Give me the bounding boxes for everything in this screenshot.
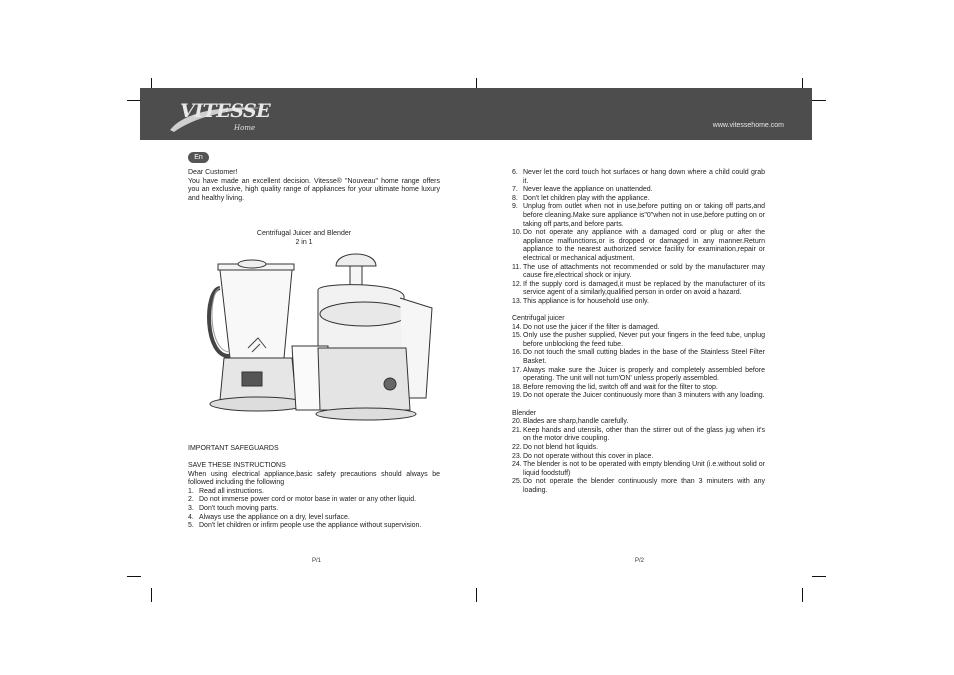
- safeguards-list-section: [188, 462, 440, 531]
- item-number: 15.: [512, 332, 522, 340]
- item-number: 23.: [512, 452, 522, 460]
- crop-mark: [127, 100, 141, 101]
- item-number: 22.: [512, 444, 522, 451]
- juicer-list: [512, 324, 765, 401]
- item-text: Don't touch moving parts.: [199, 504, 279, 512]
- safeguards-list: [188, 488, 440, 531]
- logo-text: VITESSE: [180, 100, 271, 122]
- item-number: 10.: [512, 229, 522, 237]
- list-item: [512, 324, 765, 333]
- item-number: 24.: [512, 461, 522, 469]
- language-badge: En: [188, 152, 209, 163]
- list-item: [512, 461, 765, 478]
- product-caption: [230, 229, 378, 247]
- crop-mark: [812, 100, 826, 101]
- item-number: 13.: [512, 297, 522, 305]
- item-number: 14.: [512, 323, 522, 331]
- crop-mark: [802, 588, 803, 602]
- item-number: 1.: [188, 487, 194, 495]
- blender-list: [512, 418, 765, 495]
- item-text: If the supply cord is damaged,it must be replaced by the manufacturer of its service agent of a similarly,qualified person in order on avoid a hazard.: [523, 280, 765, 297]
- item-text: The use of attachments not recommended or sold by the manufacturer may cause fire,electrical shock or injury.: [523, 263, 765, 280]
- item-text: Never let the cord touch hot surfaces or hang down where a child could grab it.: [523, 169, 765, 185]
- safeguards-continued-list: [512, 169, 765, 307]
- list-item: [512, 195, 765, 204]
- item-number: 9.: [512, 203, 518, 211]
- item-number: 12.: [512, 280, 522, 288]
- item-text: Do not immerse power cord or motor base in water or any other liquid.: [199, 496, 417, 504]
- page-number-left: P/1: [312, 558, 322, 564]
- right-column: [512, 169, 765, 496]
- safeguards-section: [188, 445, 440, 454]
- save-instructions: SAVE THESE INSTRUCTIONS: [188, 462, 286, 469]
- website-link[interactable]: www.vitessehome.com: [712, 122, 784, 129]
- list-item: [188, 522, 440, 531]
- item-text: Read all instructions.: [199, 487, 264, 495]
- list-item: [512, 427, 765, 444]
- item-text: Don't let children play with the appliance.: [523, 194, 650, 202]
- item-text: Unplug from outlet when not in use,before putting on or taking off parts,and before cleaning.Make sure appliance is"0"when not in use,before putting on or taking off parts,and before parts.: [523, 203, 765, 228]
- safeguards-intro: When using electrical appliance,basic safety precautions should always be followed including the following: [188, 470, 440, 487]
- list-item: [512, 298, 765, 307]
- item-number: 21.: [512, 426, 522, 434]
- item-number: 4.: [188, 513, 194, 521]
- item-number: 6.: [512, 169, 518, 176]
- blender-heading: Blender: [512, 409, 537, 417]
- list-item: [512, 367, 765, 384]
- list-item: [512, 349, 765, 366]
- crop-mark: [812, 576, 826, 577]
- item-number: 17.: [512, 366, 522, 374]
- item-text: Before removing the lid, switch off and wait for the filter to stop.: [523, 383, 718, 391]
- item-number: 3.: [188, 504, 194, 512]
- list-item: [512, 186, 765, 195]
- list-item: [512, 203, 765, 229]
- item-number: 20.: [512, 418, 522, 426]
- item-number: 2.: [188, 496, 194, 504]
- item-text: Always make sure the Juicer is properly and completely assembled before operating. The unit will not turn'ON' unless properly assembled.: [523, 366, 765, 383]
- list-item: [512, 332, 765, 349]
- list-item: [512, 418, 765, 427]
- list-item: [512, 392, 765, 401]
- item-number: 7.: [512, 186, 518, 194]
- item-text: Don't let children or infirm people use the appliance without supervision.: [199, 522, 422, 530]
- page-number-right: P/2: [635, 558, 645, 564]
- list-item: [188, 514, 440, 523]
- item-text: The blender is not to be operated with empty blending Unit (i.e.without solid or liquid foodstuff): [523, 461, 765, 477]
- item-text: This appliance is for household use only.: [523, 297, 649, 305]
- list-item: [512, 453, 765, 462]
- item-number: 19.: [512, 392, 522, 400]
- greeting: Dear Customer!: [188, 169, 238, 176]
- juicer-blender-illustration: [200, 248, 444, 422]
- product-subtitle: 2 in 1: [295, 239, 313, 246]
- list-item: [188, 496, 440, 505]
- crop-mark: [151, 588, 152, 602]
- intro-section: [188, 169, 440, 203]
- item-text: Only use the pusher supplied, Never put your fingers in the feed tube, unplug before unblocking the feed tube.: [523, 332, 765, 348]
- item-number: 18.: [512, 383, 522, 391]
- juicer-heading: Centrifugal juicer: [512, 315, 565, 323]
- item-number: 5.: [188, 522, 194, 530]
- list-item: [512, 444, 765, 453]
- list-item: [512, 169, 765, 186]
- header-band: [140, 88, 812, 140]
- item-text: Always use the appliance on a dry, level surface.: [199, 513, 350, 521]
- crop-mark: [476, 588, 477, 602]
- item-number: 8.: [512, 194, 518, 202]
- item-text: Blades are sharp,handle carefully.: [523, 418, 629, 426]
- item-text: Do not blend hot liquids.: [523, 444, 599, 451]
- item-number: 11.: [512, 263, 522, 271]
- item-text: Never leave the appliance on unattended.: [523, 186, 653, 194]
- item-text: Do not operate without this cover in place.: [523, 452, 654, 460]
- crop-mark: [127, 576, 141, 577]
- list-item: [512, 384, 765, 393]
- list-item: [512, 264, 765, 281]
- list-item: [188, 505, 440, 514]
- item-text: Do not touch the small cutting blades in the base of the Stainless Steel Filter Basket.: [523, 349, 765, 366]
- list-item: [512, 281, 765, 298]
- item-number: 25.: [512, 478, 522, 486]
- item-text: Do not operate the Juicer continuously more than 3 minuters with any loading.: [523, 392, 765, 400]
- product-title: Centrifugal Juicer and Blender: [256, 230, 352, 237]
- item-text: Do not use the juicer if the filter is damaged.: [523, 323, 660, 331]
- brand-logo: [166, 96, 271, 136]
- list-item: [512, 229, 765, 263]
- list-item: [512, 478, 765, 495]
- intro-paragraph: You have made an excellent decision. Vitesse® "Nouveau" home range offers you an exclusive, high quality range of appliances for your ultimate home luxury and healthy living.: [188, 177, 440, 202]
- safeguards-title: IMPORTANT SAFEGUARDS: [188, 445, 279, 452]
- item-text: Keep hands and utensils, other than the stirrer out of the glass jug when it's on the motor drive coupling.: [523, 426, 765, 443]
- item-text: Do not operate any appliance with a damaged cord or plug or after the appliance malfunctions,or is dropped or damaged in any manner.Return appliance to the nearest authorized service facility for examination,repair or electrical or mechanical adjustment.: [523, 229, 765, 262]
- item-number: 16.: [512, 349, 522, 357]
- logo-subtext: Home: [234, 124, 256, 132]
- item-text: Do not operate the blender continuously more than 3 minuters with any loading.: [523, 478, 765, 494]
- list-item: [188, 488, 440, 497]
